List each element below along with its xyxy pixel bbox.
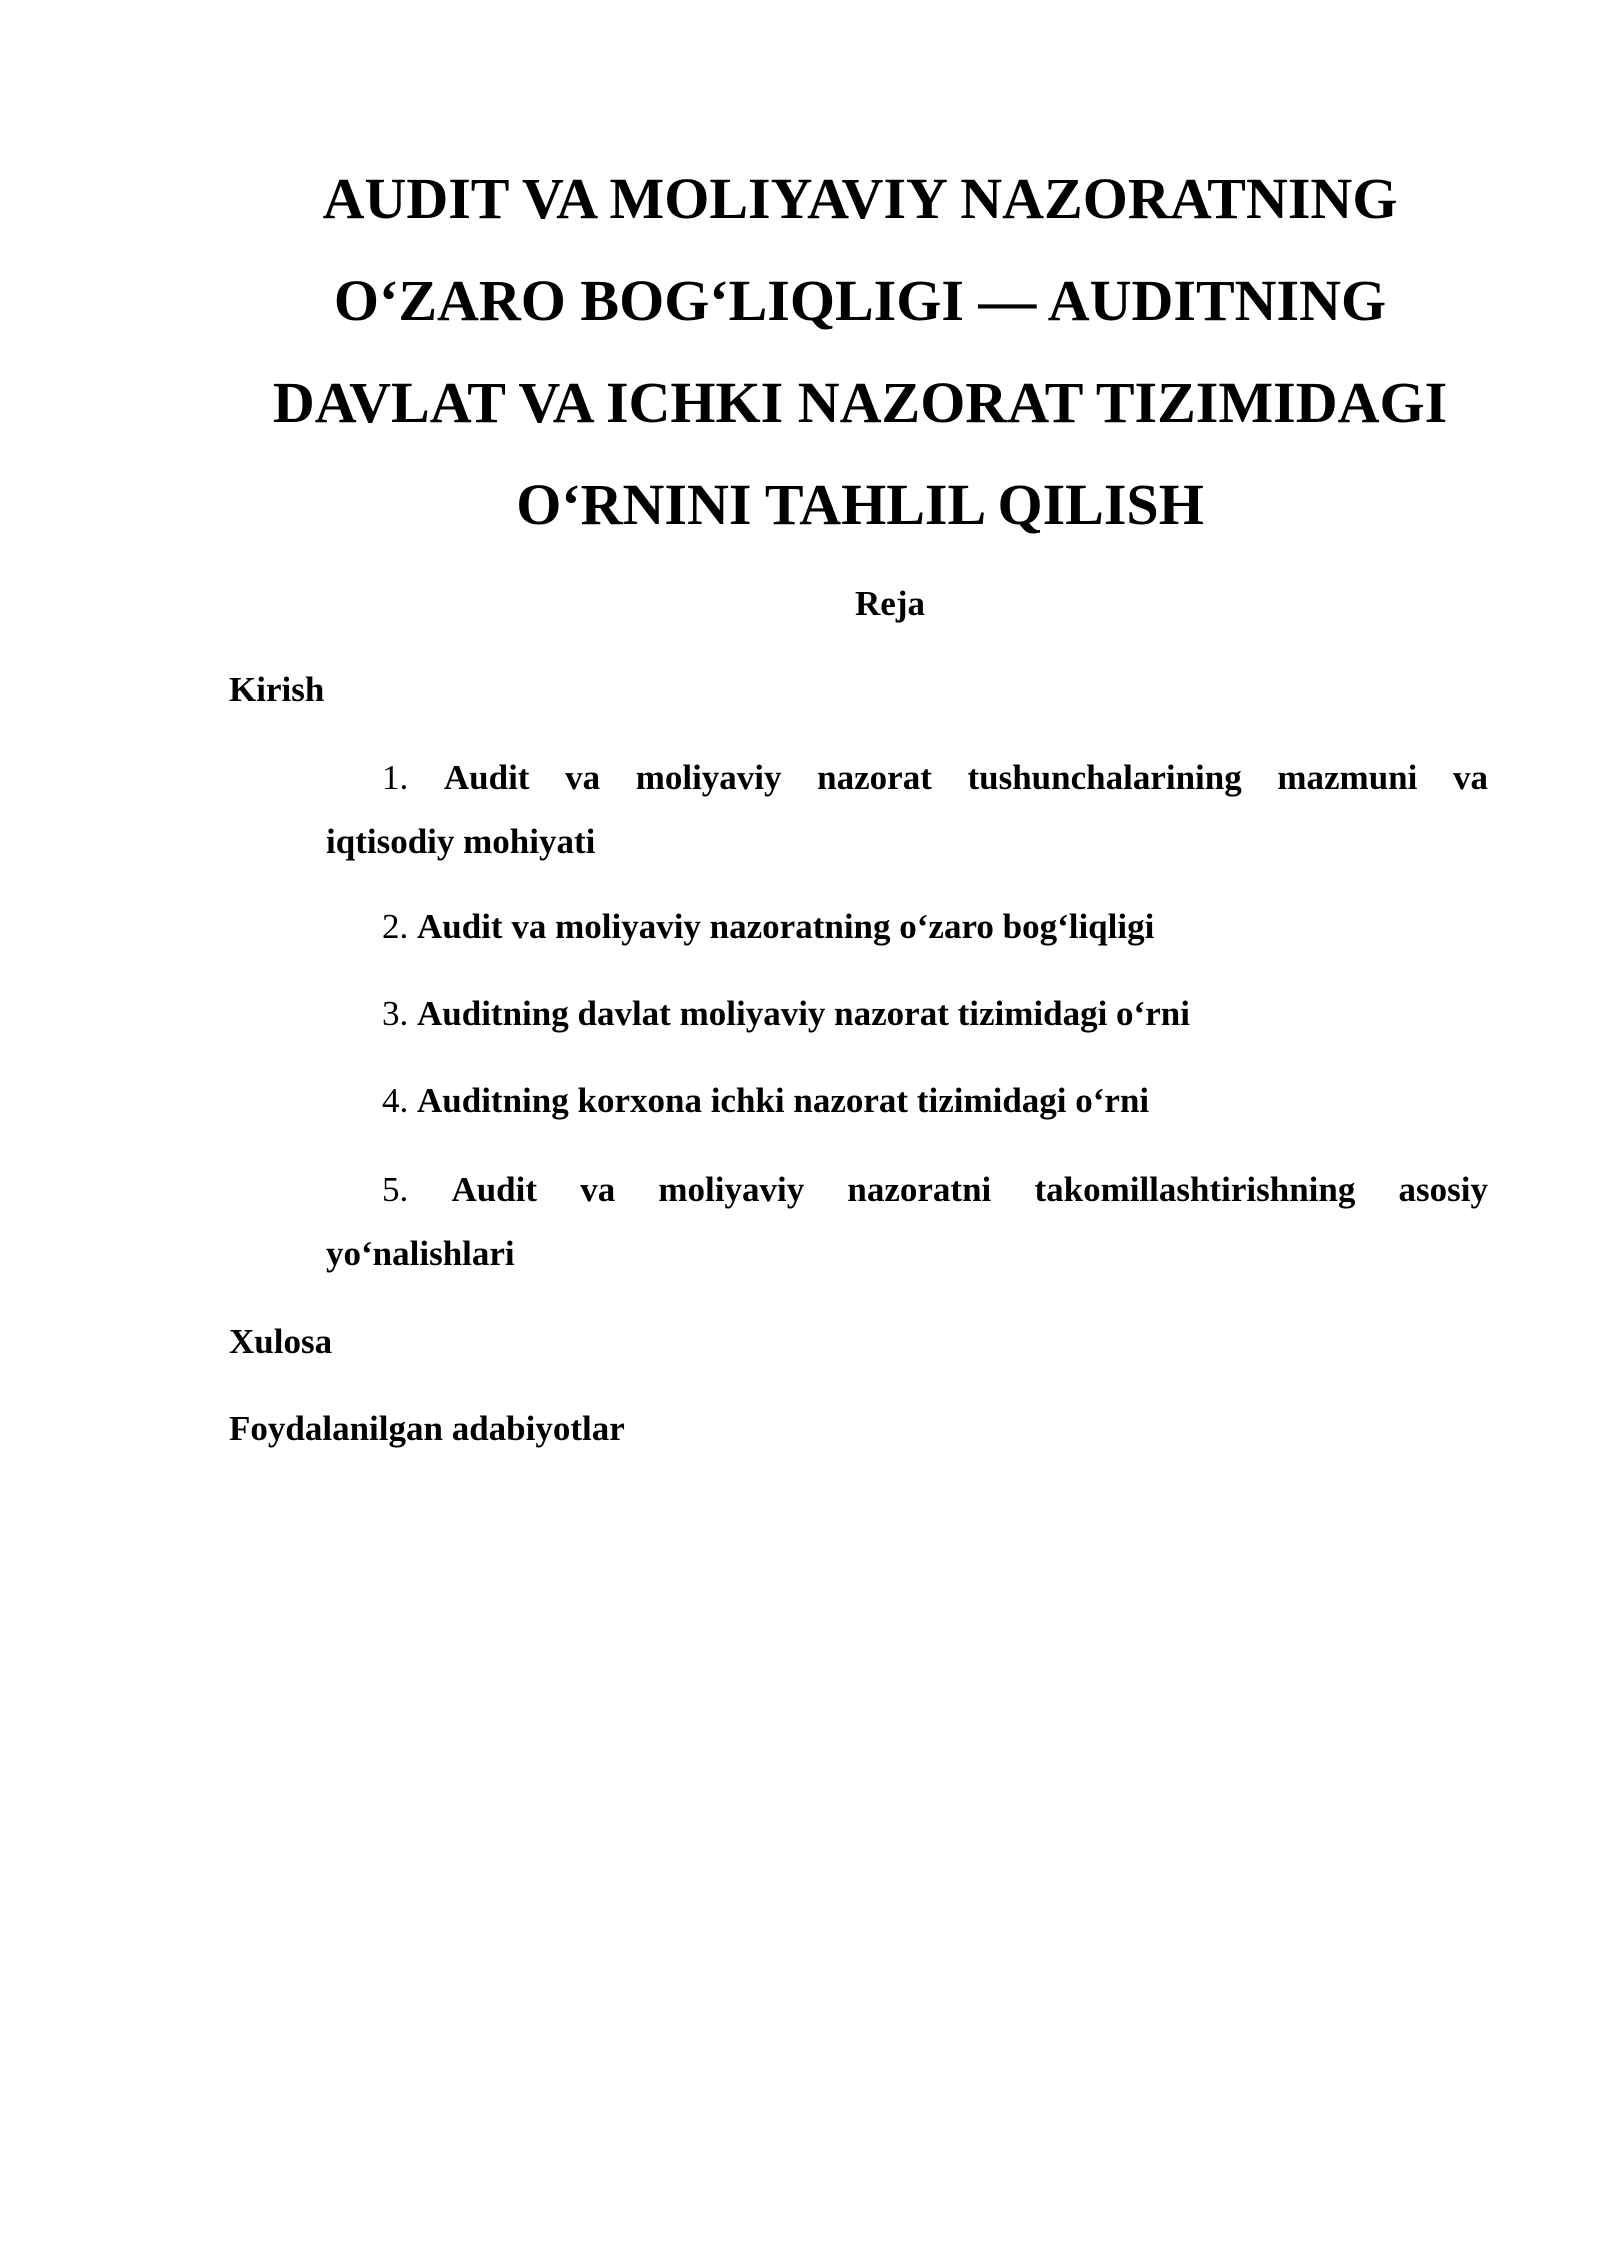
plan-item	[326, 982, 1488, 1046]
plan-item-text: Auditning korxona ichki nazorat tizimidagi o‘rni	[417, 1081, 1150, 1120]
plan-heading: Reja	[855, 584, 925, 623]
plan-item-continuation: iqtisodiy mohiyati	[326, 822, 596, 861]
plan-item	[326, 746, 1488, 874]
plan-item	[326, 1158, 1488, 1286]
plan-item-first-line	[326, 895, 1488, 959]
title-line: O‘ZARO BOG‘LIQLIGI — AUDITNING	[333, 268, 1387, 333]
intro-label: Kirish	[229, 670, 325, 709]
plan-item-first-line	[326, 1158, 1488, 1222]
plan-item-number: 5.	[382, 1170, 409, 1209]
plan-item-text: Audit va moliyaviy nazorat tushunchalarining mazmuni va	[443, 758, 1488, 797]
plan-item-first-line	[326, 746, 1488, 810]
document-title	[240, 148, 1480, 556]
title-line: AUDIT VA MOLIYAVIY NAZORATNING	[322, 166, 1398, 231]
plan-item-number: 2.	[382, 907, 409, 946]
plan-item-number: 1.	[382, 758, 409, 797]
title-line: O‘RNINI TAHLIL QILISH	[516, 472, 1204, 537]
references-label: Foydalanilgan adabiyotlar	[229, 1409, 625, 1448]
plan-item-first-line	[326, 982, 1488, 1046]
plan-item-text: Audit va moliyaviy nazoratni takomillashtirishning asosiy	[451, 1170, 1489, 1209]
plan-item-text: Audit va moliyaviy nazoratning o‘zaro bog‘liqligi	[417, 907, 1155, 946]
plan-item-continuation: yo‘nalishlari	[326, 1234, 515, 1273]
title-line: DAVLAT VA ICHKI NAZORAT TIZIMIDAGI	[272, 370, 1448, 435]
plan-item-number: 3.	[382, 994, 409, 1033]
plan-item	[326, 895, 1488, 959]
plan-item-number: 4.	[382, 1081, 409, 1120]
plan-item-text: Auditning davlat moliyaviy nazorat tizimidagi o‘rni	[417, 994, 1190, 1033]
plan-item	[326, 1069, 1488, 1133]
plan-item-first-line	[326, 1069, 1488, 1133]
conclusion-label: Xulosa	[229, 1322, 333, 1361]
